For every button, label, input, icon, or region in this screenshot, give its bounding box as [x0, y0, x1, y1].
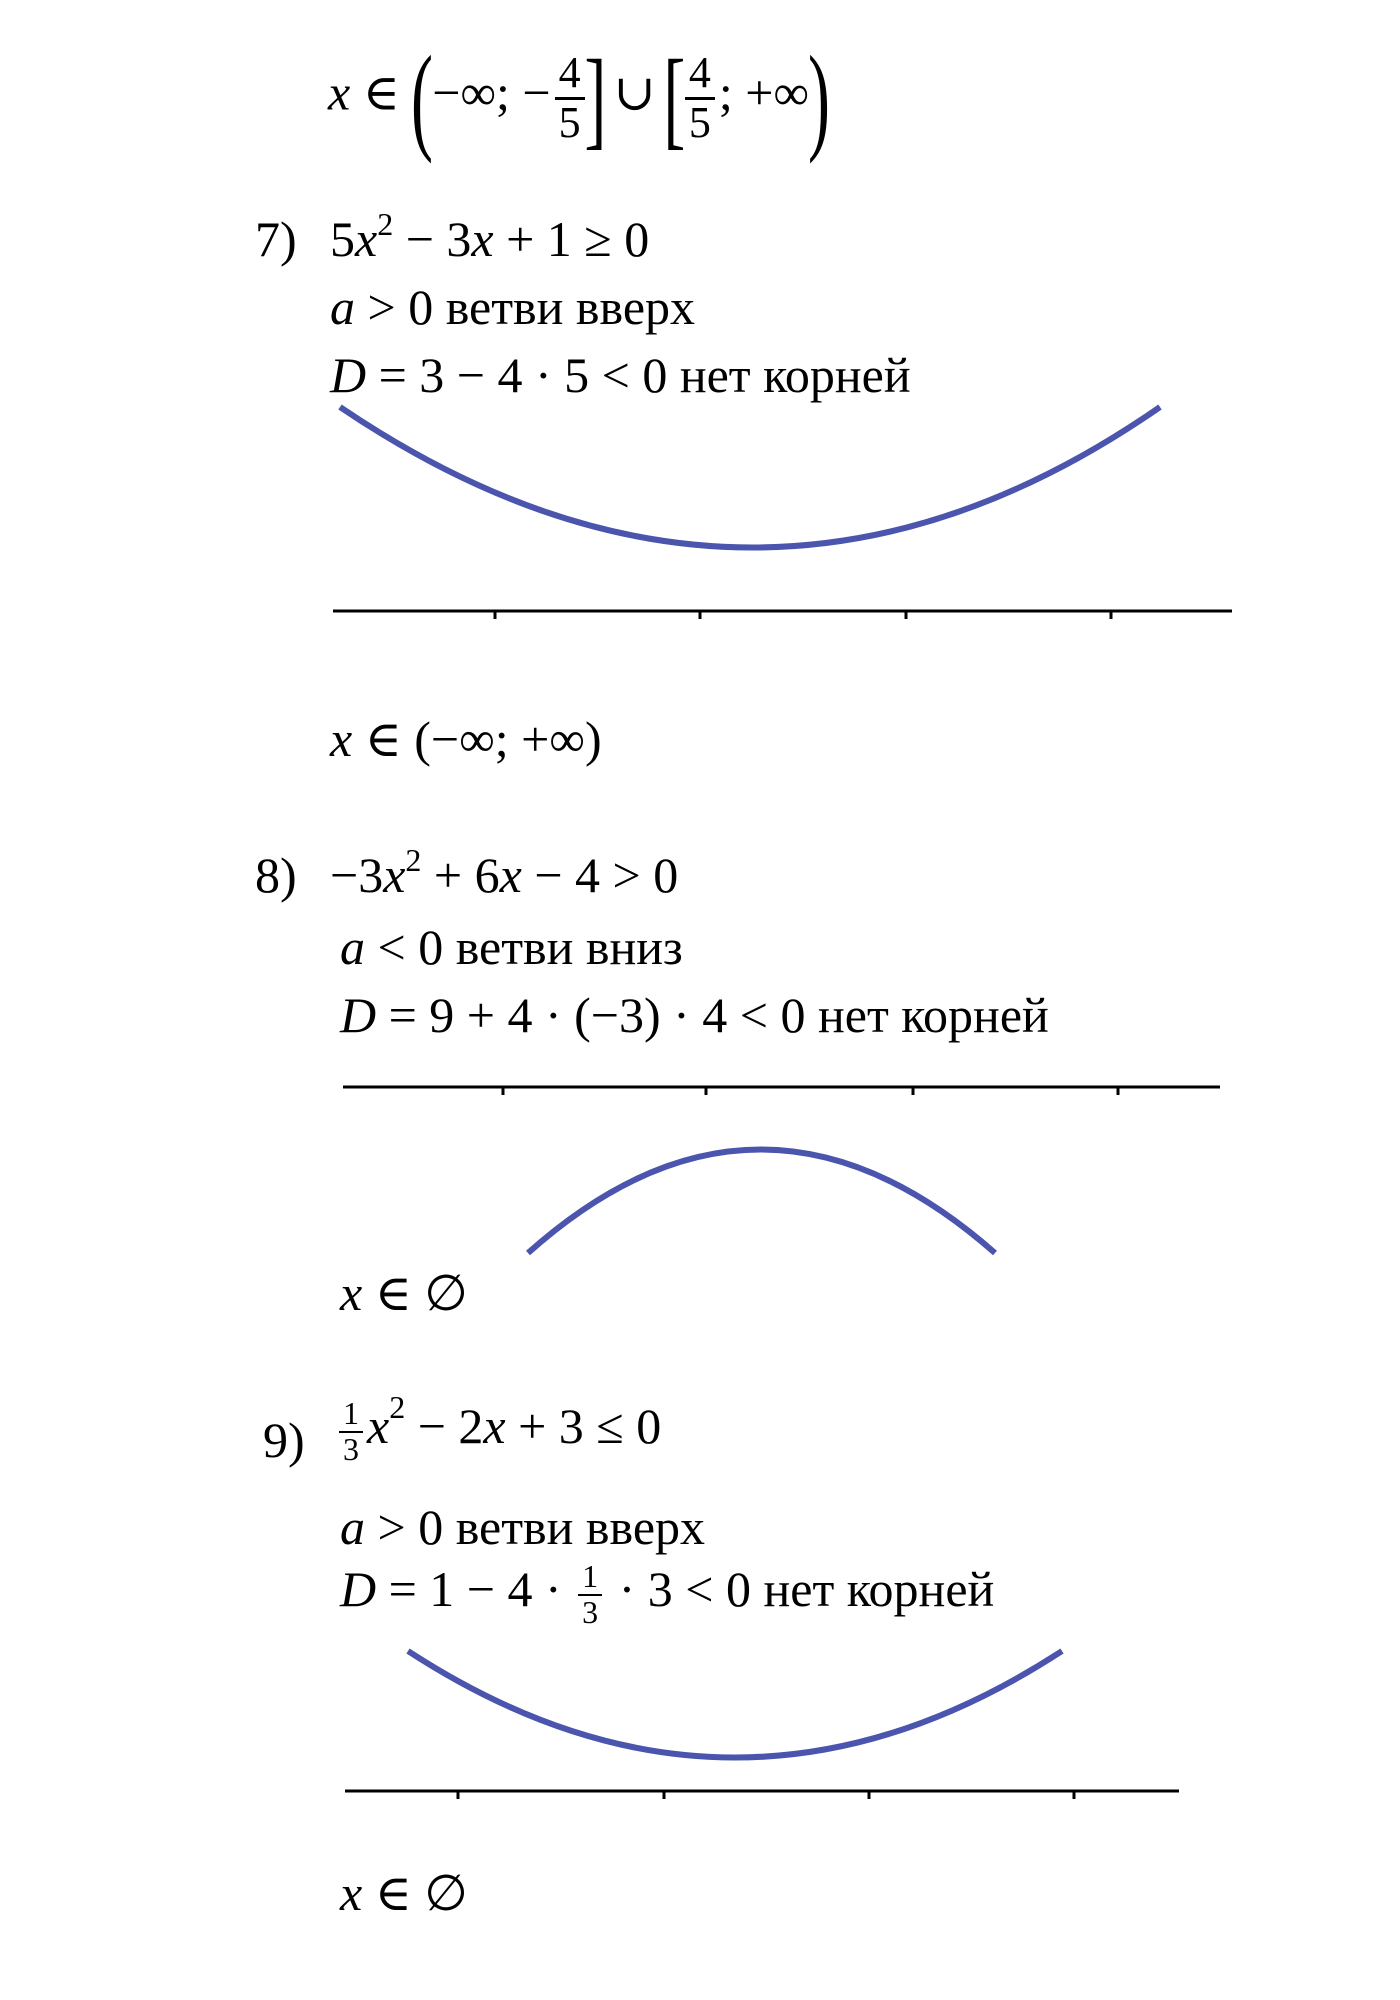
problem-7-answer: x ∈ (−∞; +∞) — [330, 711, 602, 767]
fraction-1-3: $\frac{1}{3}$ — [339, 1397, 363, 1466]
problem-8-inequality: $-3x^2 + 6x - 4 > 0$ — [330, 842, 679, 903]
close-paren: ) — [808, 31, 831, 164]
problem-7-branches: a > 0 ветви вверх — [330, 279, 696, 335]
open-paren: ( — [411, 31, 434, 164]
union-symbol: ∪ — [613, 64, 656, 121]
problem-8-answer: x ∈ ∅ — [340, 1265, 468, 1321]
problem-9-number: 9) — [263, 1412, 305, 1468]
answer-6-prefix: x ∈ — [328, 64, 400, 121]
problem-7-discriminant: D = 3 − 4 · 5 < 0 нет корней — [330, 347, 911, 403]
problem-8-number: 8) — [255, 847, 297, 903]
fraction-1-3-b: $\frac{1}{3}$ — [578, 1560, 602, 1629]
problem-9-inequality: $\frac{1}{3}$ $x^2 - 2x + 3 \le 0$ — [335, 1397, 661, 1466]
fraction-4-5: $\frac{4}{5}$ — [555, 50, 585, 145]
answer-6-tail: ; +∞ — [718, 64, 810, 121]
problem-8-discriminant: D = 9 + 4 · (−3) · 4 < 0 нет корней — [340, 987, 1049, 1043]
parabola-up — [408, 1651, 1062, 1758]
problem-9-discriminant: D = 1 − 4 · $\frac{1}{3}$ · 3 < 0 нет корней — [340, 1558, 995, 1630]
problem-9-answer: x ∈ ∅ — [340, 1865, 468, 1921]
problem-7-number: 7) — [255, 211, 297, 267]
answer-6-neg-inf: −∞; − — [432, 64, 551, 121]
problem-8-branches: a < 0 ветви вниз — [340, 919, 683, 975]
open-bracket: [ — [663, 37, 686, 159]
problem-9-branches: a > 0 ветви вверх — [340, 1499, 706, 1555]
fraction-4-5-b: $\frac{4}{5}$ — [685, 50, 715, 145]
close-bracket: ] — [583, 37, 606, 159]
problem-7-inequality: $5x^2 - 3x + 1 \ge 0$ — [330, 206, 650, 267]
